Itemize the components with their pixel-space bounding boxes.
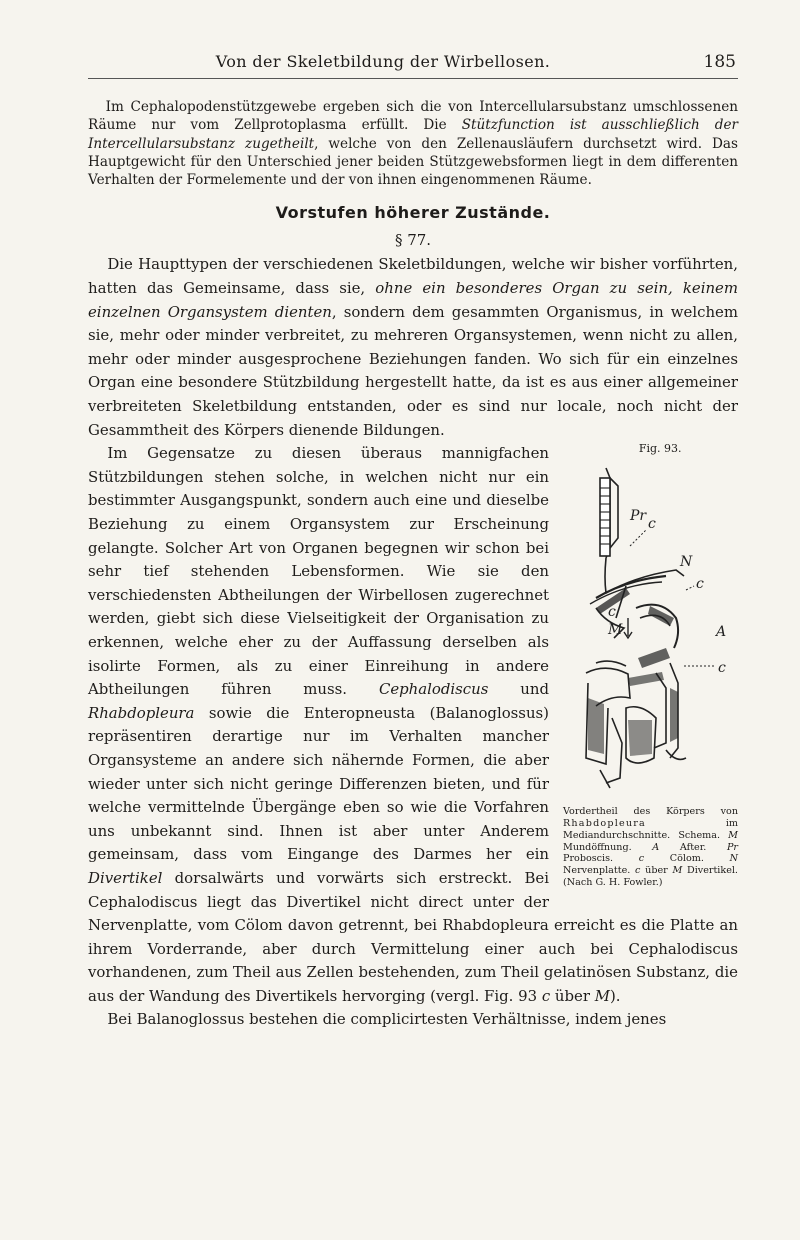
paragraph-2 xyxy=(88,253,738,442)
caption-italic: M xyxy=(728,829,738,841)
caption-run: Rhabdopleura xyxy=(563,818,646,830)
text-run: , welche von den Zellenausläufern durchsetzt wird. Das Hauptgewicht für den Unterschied jener beiden Stützgewebsformen liegt in dem differenten Verhalten der Formelemente und der von ihnen eingenommenen Räume. xyxy=(88,135,738,189)
caption-run: Cölom. xyxy=(644,853,730,865)
text-run: sowie die Enteropneusta (Balanoglossus) repräsentiren derartige nur im Verhalten mancher Organsysteme an andere sich nähernde Formen, die aber wieder unter sich nicht geringe Differenzen bieten, und für welche vermittelnde Übergänge eben so wie die Vorfahren uns unbekannt sind. Ihnen ist aber unter Anderem gemeinsam, dass vom Eingange des Darmes her ein xyxy=(88,703,549,864)
caption-run: After. xyxy=(659,841,727,853)
fig-letter-c: c xyxy=(717,660,726,677)
italic-run: Cephalodiscus xyxy=(378,680,489,699)
text-run: , sondern dem gesammten Organismus, in welchem sie, mehr oder minder verbreitet, zu mehreren Organsystemen, wenn nicht zu allen, mehr oder minder ausgesprochene Beziehungen fanden. Wo sich für ein einzelnes Organ eine besondere Stützbildung hergestellt hatte, da ist es aus einer allgemeiner verbreiteten Skeletbildung entstanden, oder es sind nur locale, noch nicht der Gesammtheit des Körpers dienende Bildungen. xyxy=(88,302,738,439)
page-number: 185 xyxy=(703,52,736,72)
paragraph-3 xyxy=(88,442,738,1008)
fig-letter-pr: Pr xyxy=(629,508,646,525)
figure-93 xyxy=(563,442,738,889)
fig-letter-c: c xyxy=(695,576,704,593)
caption-run: Mundöffnung. xyxy=(563,841,653,853)
italic-run: c xyxy=(541,986,551,1005)
page-body xyxy=(88,98,738,1032)
caption-run: Proboscis. xyxy=(563,853,639,865)
caption-run: Nervenplatte. xyxy=(563,865,636,877)
italic-run: Rhabdopleura xyxy=(88,703,195,722)
italic-run: Divertikel xyxy=(88,868,163,887)
caption-italic: N xyxy=(729,853,738,865)
rhabdopleura-diagram xyxy=(566,458,736,798)
running-title: Von der Skeletbildung der Wirbellosen. xyxy=(215,52,551,71)
caption-italic: A xyxy=(652,841,660,853)
fig-letter-m: M xyxy=(607,622,622,639)
fig-letter-n: N xyxy=(679,554,692,571)
section-number: § 77. xyxy=(394,231,432,250)
italic-run: ohne ein besonderes Organ zu sein, keinem einzelnen Organsystem dienten xyxy=(88,279,738,321)
paragraph-4: Bei Balanoglossus bestehen die complicirtesten Verhältnisse, indem jenes xyxy=(107,1010,667,1029)
figure-label: Fig. 93. xyxy=(638,442,682,456)
fig-letter-a: A xyxy=(715,624,726,641)
text-run: ). xyxy=(609,986,621,1005)
caption-italic: Pr xyxy=(726,841,738,853)
caption-run: im Mediandurchschnitte. Schema. xyxy=(563,818,738,841)
text-run: Im Gegensatze zu diesen überaus mannigfachen Stützbildungen stehen solche, in welchen nicht nur ein bestimmter Ausgangspunkt, sondern auch eine und dieselbe Beziehung zu einem Organsystem zur Erscheinung gelangte. Solcher Art von Organen begegnen wir schon bei sehr tief stehenden Lebensformen. Wie sie den verschiedensten Abtheilungen der Wirbellosen zugerechnet werden, giebt sich diese Vielseitigkeit der Organisation zu erkennen, welche eher zu der Auffassung derselben als isolirte Formen, als zu einer Einreihung in andere Abtheilungen führen muss. xyxy=(88,444,549,699)
paragraph-1 xyxy=(88,98,738,189)
caption-run: über xyxy=(640,865,673,877)
text-run: über xyxy=(550,986,595,1005)
caption-italic: M xyxy=(672,865,683,877)
caption-italic: c xyxy=(638,853,645,865)
italic-run: M xyxy=(594,986,610,1005)
text-run: Die Haupttypen der verschiedenen Skeletbildungen, welche wir bisher vorführten, hatten das Gemeinsame, dass sie, xyxy=(88,255,738,298)
figure-caption xyxy=(563,806,738,889)
fig-letter-c: c xyxy=(647,516,656,533)
text-run: Im Cephalopodenstützgewebe ergeben sich die von Intercellularsubstanz umschlossenen Räume nur vom Zellprotoplasma erfüllt. Die xyxy=(88,99,738,134)
caption-run: Vordertheil des Körpers von xyxy=(563,806,738,818)
section-heading: Vorstufen höherer Zustände. xyxy=(275,203,551,223)
running-header xyxy=(88,52,738,79)
italic-run: Stützfunction ist ausschließlich der Intercellularsubstanz zugetheilt xyxy=(88,117,738,152)
text-run: dorsalwärts und vorwärts sich erstreckt. Bei Cephalodiscus liegt das Divertikel nicht direct unter der Nervenplatte, vom Cölom davon getrennt, bei Rhabdopleura erreicht es die Platte an ihrem Vorderrande, aber durch Vermittelung einer auch bei Cephalodiscus vorhandenen, zum Theil aus Zellen bestehenden, zum Theil gelatinösen Substanz, die aus der Wandung des Divertikels hervorging (vergl. Fig. 93 xyxy=(88,868,738,1005)
text-run: und xyxy=(488,680,549,699)
caption-run: Divertikel. (Nach G. H. Fowler.) xyxy=(563,865,738,889)
fig-letter-c: c xyxy=(607,604,616,621)
caption-italic: c xyxy=(635,865,641,877)
